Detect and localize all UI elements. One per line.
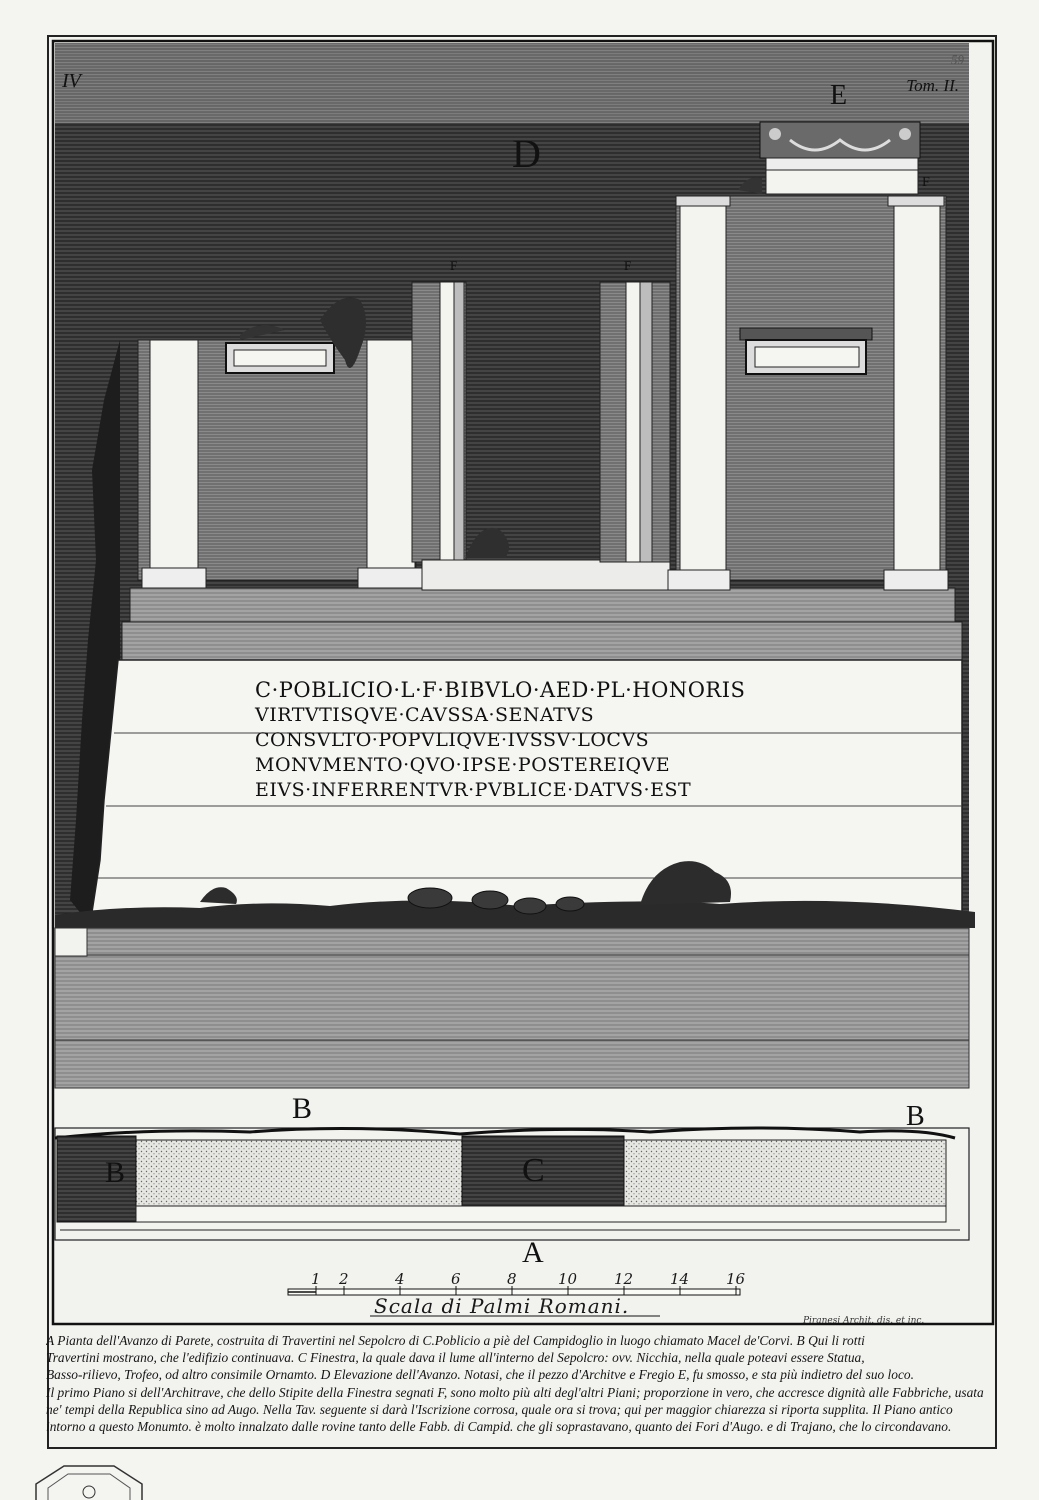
label-B-right: B bbox=[906, 1101, 925, 1132]
left-window-block bbox=[138, 298, 422, 589]
label-F-left: F bbox=[450, 258, 458, 273]
label-D: D bbox=[512, 131, 541, 176]
inscription-line: EIVS·INFERRENTVR·PVBLICE·DATVS·EST bbox=[255, 779, 692, 801]
artist-signature: Piranesi Archit. dis. et inc. bbox=[803, 1316, 925, 1326]
scale-tick-label: 4 bbox=[395, 1270, 405, 1288]
scale-tick-label: 2 bbox=[339, 1270, 349, 1288]
inscription-line: VIRTVTISQVE·CAVSSA·SENATVS bbox=[255, 704, 595, 726]
scale-tick-label: 10 bbox=[558, 1270, 578, 1288]
plan-section-right bbox=[624, 1140, 946, 1206]
scale-tick-label: 1 bbox=[311, 1270, 321, 1288]
scale-tick-label: 14 bbox=[670, 1270, 690, 1288]
caption-line: Basso-rilievo, Trofeo, od altro consimile Ornamto. D Elevazione dell'Avanzo. Notasi, che il pezzo d'Architve e Fregio E, fu smosso, e sta più indietro del suo loco. bbox=[46, 1367, 914, 1383]
page-number: 59 bbox=[951, 52, 964, 67]
window-sill bbox=[422, 560, 670, 590]
label-F-right: F bbox=[922, 175, 930, 190]
right-window-block bbox=[668, 196, 948, 590]
scale-tick-label: 16 bbox=[726, 1270, 746, 1288]
plan-section-left bbox=[136, 1140, 462, 1206]
scale-tick-label: 12 bbox=[614, 1270, 634, 1288]
scale-tick-label: 6 bbox=[451, 1270, 461, 1288]
right-jamb bbox=[600, 282, 670, 562]
caption-line: ne' tempi della Republica sino ad Augo. Nella Tav. seguente si darà l'Iscrizione corrosa, quale ora si trova; qui per maggior chiarezza si riporta supplita. Il Piano antico bbox=[46, 1401, 953, 1417]
caption-line: intorno a questo Monumto. è molto innalzato dalle rovine tanto delle Fabb. di Campid. che gli soprastavano, quanto dei Fori d'Augo. e di Trajano, che lo circondavano. bbox=[46, 1419, 952, 1435]
label-A: A bbox=[522, 1236, 544, 1269]
plate-caption bbox=[46, 1332, 996, 1435]
label-B-left: B bbox=[292, 1092, 313, 1125]
scale-title: Scala di Palmi Romani. bbox=[374, 1294, 630, 1318]
label-E: E bbox=[830, 80, 848, 111]
caption-line: Travertini mostrano, che l'edifizio continuava. C Finestra, la quale dava il lume all'interno del Sepolcro: ovv. Nicchia, nella quale poteavi essere Statua, bbox=[46, 1350, 865, 1366]
upper-cornice bbox=[130, 588, 955, 622]
volume-label: Tom. II. bbox=[906, 76, 959, 95]
left-jamb bbox=[412, 282, 466, 562]
buried-courses bbox=[55, 928, 969, 1088]
inscription-line: CONSVLTO·POPVLIQVE·IVSSV·LOCVS bbox=[255, 729, 650, 751]
scale-tick-label: 8 bbox=[507, 1270, 517, 1288]
caption-line: A Pianta dell'Avanzo di Parete, costruita di Travertini nel Sepolcro di C.Poblicio a piè del Campidoglio in luogo chiamato Macel de'Corvi. B Qui li rotti bbox=[46, 1333, 865, 1348]
label-F-middle: F bbox=[624, 258, 632, 273]
collector-stamp bbox=[34, 1462, 144, 1500]
inscription-line: C·POBLICIO·L·F·BIBVLO·AED·PL·HONORIS bbox=[255, 678, 746, 702]
plate-number-roman: IV bbox=[62, 70, 81, 92]
roman-inscription bbox=[255, 678, 775, 803]
inscription-line: MONVMENTO·QVO·IPSE·POSTEREIQVE bbox=[255, 754, 671, 776]
label-C: C bbox=[522, 1152, 545, 1189]
caption-line: Il primo Piano si dell'Architrave, che dello Stipite della Finestra segnati F, sono molto più alti degl'altri Piani; proporzione in vero, che accresce dignità alle Fabbriche, usata bbox=[46, 1384, 984, 1400]
label-B-side: B bbox=[105, 1156, 126, 1189]
